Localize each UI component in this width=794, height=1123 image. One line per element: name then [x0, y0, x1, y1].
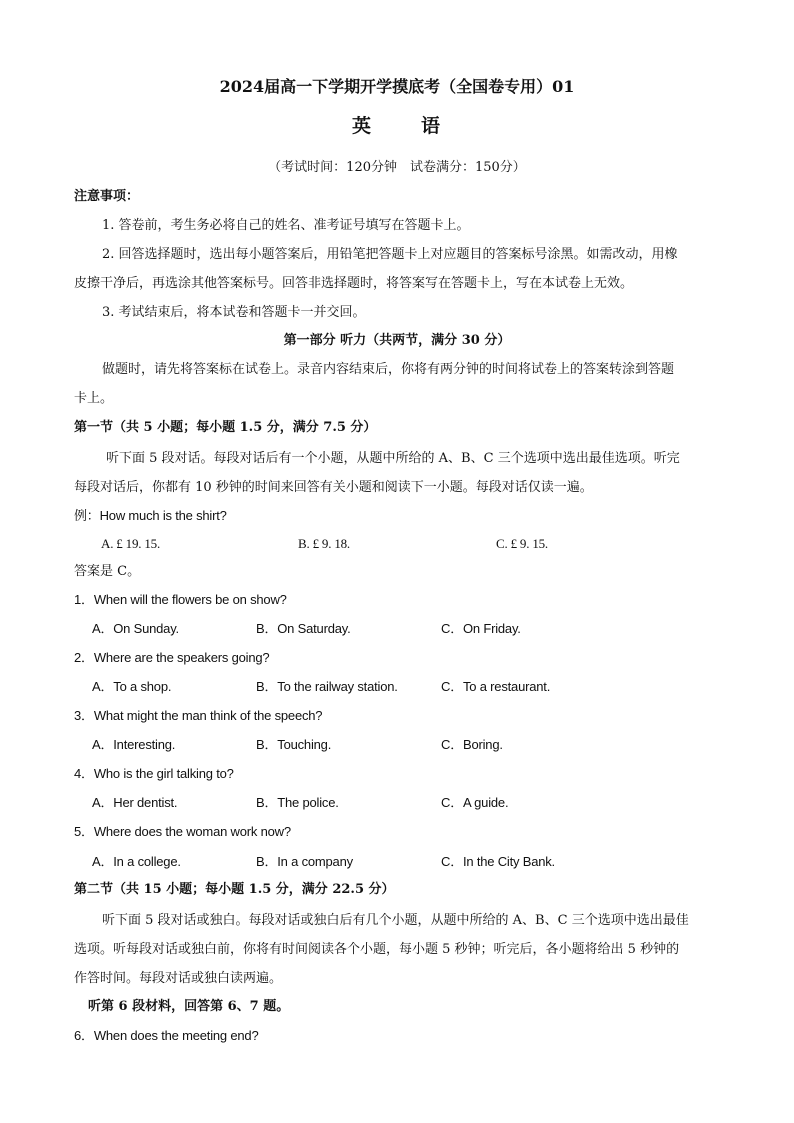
question-2-option-a: A．To a shop.: [92, 679, 172, 694]
question-3-option-a: A．Interesting.: [92, 737, 176, 752]
material-6-heading: 听第 6 段材料，回答第 6、7 题。: [88, 999, 290, 1014]
example-option-c: C. £ 9. 15.: [496, 536, 548, 551]
section2-intro-3: 作答时间。每段对话或独白读两遍。: [74, 971, 283, 986]
question-4-option-c: C．A guide.: [441, 795, 509, 810]
question-5-option-b: B．In a company: [256, 854, 353, 869]
notice-item-2-cont: 皮擦干净后，再选涂其他答案标号。回答非选择题时，将答案写在答题卡上，写在本试卷上无效。: [74, 276, 634, 291]
section2-intro-1: 听下面 5 段对话或独白。每段对话或独白后有几个小题，从题中所给的 A、B、C 三个选项中选出最佳: [102, 913, 689, 928]
section2-heading: 第二节（共 15 小题；每小题 1.5 分，满分 22.5 分）: [74, 882, 395, 897]
question-1-option-c: C．On Friday.: [441, 621, 521, 636]
example-option-b: B. £ 9. 18.: [298, 536, 350, 551]
question-4-option-b: B．The police.: [256, 795, 339, 810]
question-3: 3．What might the man think of the speech?: [74, 708, 323, 723]
question-1-option-b: B．On Saturday.: [256, 621, 351, 636]
question-2-option-b: B．To the railway station.: [256, 679, 398, 694]
question-5-option-c: C．In the City Bank.: [441, 854, 555, 869]
question-2: 2．Where are the speakers going?: [74, 650, 270, 665]
part1-heading: 第一部分 听力（共两节，满分 30 分）: [283, 333, 511, 348]
subject-char-1: 英: [351, 115, 373, 137]
question-1: 1．When will the flowers be on show?: [74, 592, 287, 607]
notice-item-2: 2. 回答选择题时，选出每小题答案后，用铅笔把答题卡上对应题目的答案标号涂黑。如需改动，用橡: [102, 247, 678, 262]
question-2-option-c: C．To a restaurant.: [441, 679, 551, 694]
question-1-option-a: A．On Sunday.: [92, 621, 179, 636]
example-answer: 答案是 C。: [74, 564, 141, 579]
exam-title: 2024届高一下学期开学摸底考（全国卷专用）01: [219, 77, 575, 96]
exam-meta: （考试时间：120分钟 试卷满分：150分）: [268, 160, 526, 175]
question-3-option-b: B．Touching.: [256, 737, 332, 752]
section1-intro-1: 听下面 5 段对话。每段对话后有一个小题，从题中所给的 A、B、C 三个选项中选出最佳选项。听完: [106, 451, 680, 466]
subject-title: [0, 117, 794, 135]
subject-char-2: 语: [421, 115, 443, 137]
question-5: 5．Where does the woman work now?: [74, 824, 291, 839]
section1-intro-2: 每段对话后，你都有 10 秒钟的时间来回答有关小题和阅读下一小题。每段对话仅读一遍。: [74, 480, 593, 495]
notice-item-1: 1. 答卷前，考生务必将自己的姓名、准考证号填写在答题卡上。: [102, 218, 470, 233]
part1-intro-1: 做题时，请先将答案标在试卷上。录音内容结束后，你将有两分钟的时间将试卷上的答案转涂到答题: [102, 362, 675, 377]
question-4-option-a: A．Her dentist.: [92, 795, 178, 810]
question-5-option-a: A．In a college.: [92, 854, 181, 869]
notice-item-3: 3. 考试结束后，将本试卷和答题卡一并交回。: [102, 305, 366, 320]
part1-intro-2: 卡上。: [74, 391, 114, 406]
question-4: 4．Who is the girl talking to?: [74, 766, 234, 781]
question-3-option-c: C．Boring.: [441, 737, 503, 752]
section2-intro-2: 选项。听每段对话或独白前，你将有时间阅读各个小题，每小题 5 秒钟；听完后，各小题将给出 5 秒钟的: [74, 942, 680, 957]
example-question: 例：How much is the shirt?: [74, 508, 227, 523]
notice-heading: 注意事项：: [74, 189, 140, 204]
question-6: 6．When does the meeting end?: [74, 1028, 259, 1043]
section1-heading: 第一节（共 5 小题；每小题 1.5 分，满分 7.5 分）: [74, 420, 377, 435]
example-option-a: A. £ 19. 15.: [101, 536, 160, 551]
